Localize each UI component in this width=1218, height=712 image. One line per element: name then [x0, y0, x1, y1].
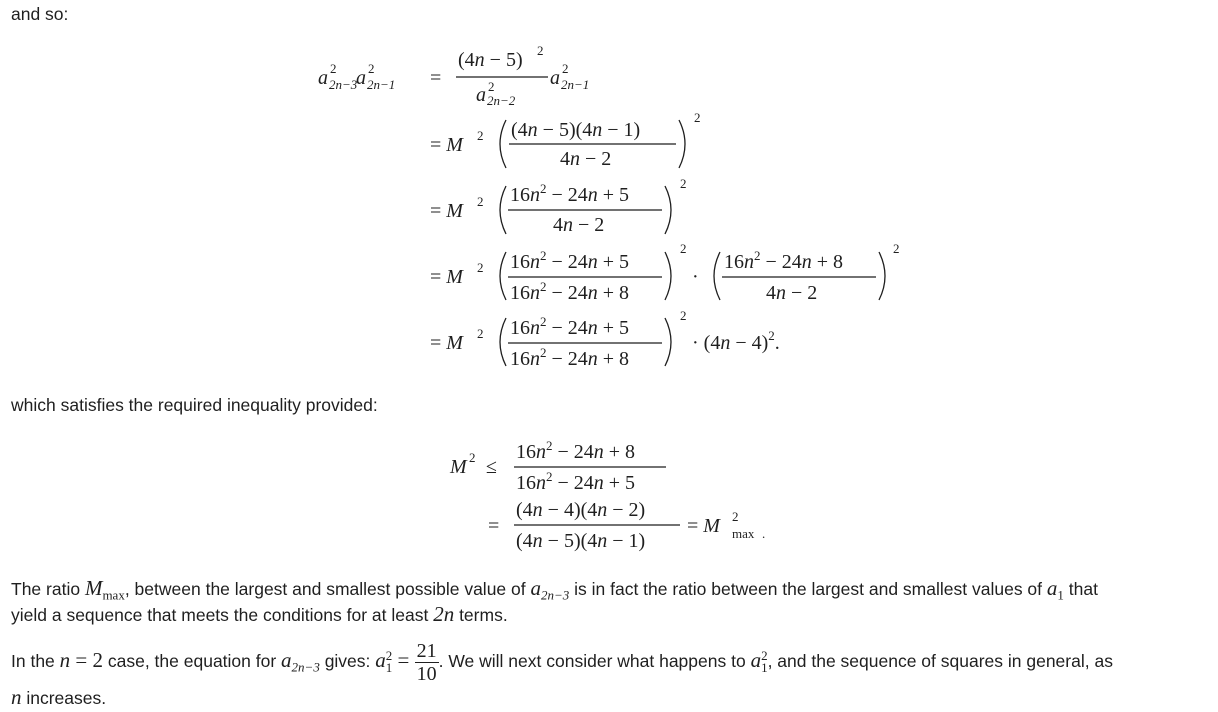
- svg-text:= M: = M: [430, 332, 463, 354]
- paragraph-case-line2: n increases.: [11, 685, 107, 709]
- svg-text:=: =: [430, 67, 442, 89]
- svg-text:.: .: [762, 526, 766, 541]
- fraction-21-10: $\frac{21}{10}$: [416, 639, 437, 685]
- svg-text:2: 2: [537, 43, 544, 58]
- svg-text:= M: = M: [687, 515, 720, 537]
- paragraph-ratio-line2: yield a sequence that meets the conditions for at least 2n terms.: [11, 602, 508, 626]
- svg-text:2: 2: [488, 79, 495, 94]
- svg-text:M: M: [450, 456, 467, 478]
- svg-text:16n2 − 24n + 8: $16n^2 - 24n + 8$: [724, 248, 844, 273]
- svg-text:16n2 − 24n + 8: $16n^2 - 24n + 8$: [510, 279, 630, 304]
- svg-text:· (4n − 4)2.: · $(4n - 4)^2$.: [692, 328, 780, 354]
- svg-text:a: a: [550, 67, 560, 89]
- svg-text:(4n − 5): (4n − 5): [458, 49, 523, 71]
- svg-text:4n − 2: 4n − 2: [560, 148, 612, 170]
- svg-text:=: =: [488, 515, 500, 537]
- svg-text:·: ·: [692, 266, 699, 288]
- svg-text:2: 2: [562, 61, 569, 76]
- svg-text:4n − 2: 4n − 2: [553, 214, 605, 236]
- svg-text:2: 2: [469, 450, 476, 465]
- svg-text:2: 2: [368, 61, 375, 76]
- svg-text:2: 2: [330, 61, 337, 76]
- paragraph-ratio-line1: The ratio $M_{max}$, between the largest and smallest possible value of $a_{2n-3}$ is in fact the ratio between the largest and smallest values of $a_1$ that: [11, 576, 1098, 603]
- svg-text:2n−1: 2n−1: [367, 77, 396, 92]
- derivation-equation: [0, 40, 1218, 380]
- svg-text:a: a: [476, 84, 486, 106]
- svg-text:2: 2: [477, 128, 484, 143]
- svg-text:2: 2: [477, 260, 484, 275]
- svg-text:(4n − 5)(4n − 1): (4n − 5)(4n − 1): [511, 119, 641, 141]
- svg-text:= M: = M: [430, 134, 463, 156]
- svg-text:16n2 − 24n + 5: $16n^2 - 24n + 5$: [516, 469, 636, 494]
- svg-text:2n−1: 2n−1: [561, 77, 590, 92]
- svg-text:2: 2: [680, 241, 687, 256]
- svg-text:16n2 − 24n + 8: $16n^2 - 24n + 8$: [516, 438, 636, 463]
- svg-text:≤: ≤: [486, 456, 497, 478]
- svg-text:a: a: [318, 67, 328, 89]
- svg-text:= M: = M: [430, 200, 463, 222]
- svg-text:2: 2: [732, 509, 739, 524]
- svg-text:4n − 2: 4n − 2: [766, 282, 818, 304]
- svg-text:a: a: [356, 67, 366, 89]
- svg-text:2: 2: [680, 176, 687, 191]
- svg-text:(4n − 4)(4n − 2): (4n − 4)(4n − 2): [516, 499, 646, 521]
- svg-text:2: 2: [680, 308, 687, 323]
- svg-text:2n−2: 2n−2: [487, 93, 516, 108]
- inequality-equation: [0, 432, 1218, 562]
- svg-text:= M: = M: [430, 266, 463, 288]
- svg-text:16n2 − 24n + 5: $16n^2 - 24n + 5$: [510, 181, 630, 206]
- svg-text:2: 2: [477, 194, 484, 209]
- satisfies-text: which satisfies the required inequality provided:: [11, 395, 378, 415]
- svg-text:2: 2: [477, 326, 484, 341]
- svg-text:16n2 − 24n + 8: $16n^2 - 24n + 8$: [510, 345, 630, 370]
- paragraph-case-line1: In the n = 2 case, the equation for $a_{2n-3}$ gives: a 2 1 = $\frac{21}{10}$ . We will next consider what happens to a 2 1 , and the sequence of squares in general, as: [11, 639, 1113, 685]
- intro-text: and so:: [11, 4, 69, 24]
- svg-text:16n2 − 24n + 5: $16n^2 - 24n + 5$: [510, 248, 630, 273]
- svg-text:16n2 − 24n + 5: $16n^2 - 24n + 5$: [510, 314, 630, 339]
- svg-text:max: max: [732, 526, 755, 541]
- svg-text:(4n − 5)(4n − 1): (4n − 5)(4n − 1): [516, 530, 646, 552]
- svg-text:2n−3: 2n−3: [329, 77, 358, 92]
- svg-text:2: 2: [694, 110, 701, 125]
- svg-text:2: 2: [893, 241, 900, 256]
